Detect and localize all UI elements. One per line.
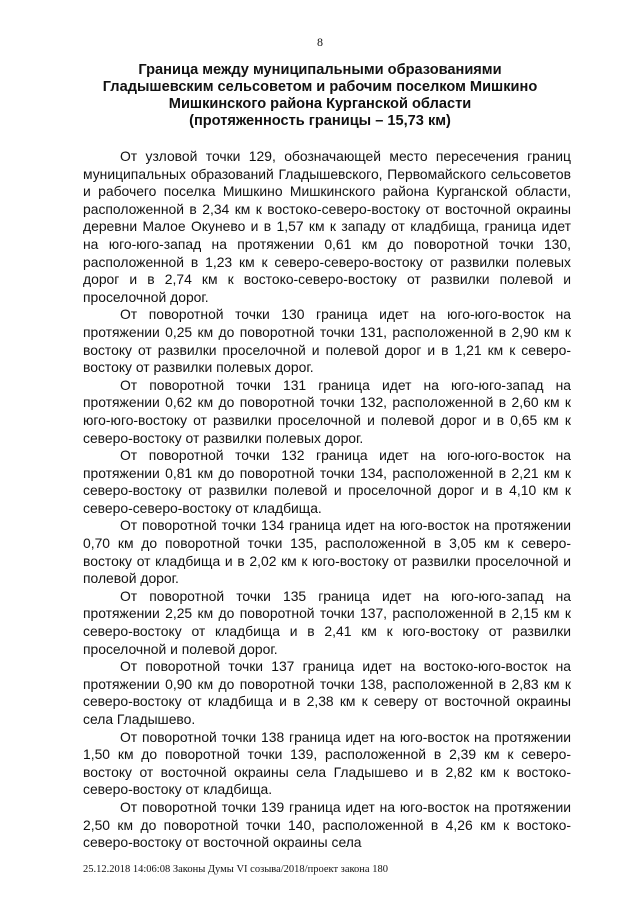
paragraph: От поворотной точки 134 граница идет на юго-восток на протяжении 0,70 км до поворотной точки 135, расположенной в 3,05 км к северо-востоку от кладбища и в 2,02 км к юго-востоку от развилки проселочной и полевой дорог. <box>83 517 571 587</box>
paragraph: От поворотной точки 138 граница идет на юго-восток на протяжении 1,50 км до поворотной точки 139, расположенной в 2,39 км к северо-востоку от восточной окраины села Гладышево и в 2,82 км к востоко-северо-востоку от кладбища. <box>83 728 571 798</box>
paragraph: От поворотной точки 139 граница идет на юго-восток на протяжении 2,50 км до поворотной точки 140, расположенной в 4,26 км к востоко-северо-востоку от восточной окраины села <box>83 798 571 851</box>
title-line: Мишкинского района Курганской области <box>168 96 472 112</box>
paragraph: От узловой точки 129, обозначающей место пересечения границ муниципальных образований Гладышевского, Первомайского сельсоветов и рабочего поселка Мишкино Мишкинского района Курганской области, расположенной в 2,34 км к востоко-северо-востоку от восточной окраины деревни Малое Окунево и в 1,57 км к западу от кладбища, граница идет на юго-юго-запад на протяжении 0,61 км до поворотной точки 130, расположенной в 1,23 км к северо-северо-востоку от развилки полевых дорог и в 2,74 км к востоко-северо-востоку от развилки полевой и проселочной дорог. <box>83 148 571 305</box>
paragraph: От поворотной точки 131 граница идет на юго-юго-запад на протяжении 0,62 км до поворотной точки 132, расположенной в 2,60 км к юго-юго-востоку от развилки проселочной и полевой дорог и в 0,65 км к северо-востоку от развилки полевых дорог. <box>83 376 571 446</box>
document-body <box>83 148 571 852</box>
paragraph: От поворотной точки 132 граница идет на юго-юго-восток на протяжении 0,81 км до поворотной точки 134, расположенной в 2,21 км к северо-востоку от развилки полевой и проселочной дорог и в 4,10 км к северо-северо-востоку от кладбища. <box>83 447 571 516</box>
document-title <box>85 62 555 130</box>
footer-path: 25.12.2018 14:06:08 Законы Думы VI созыва/2018/проект закона 180 <box>83 864 388 875</box>
title-line: Граница между муниципальными образованиями <box>138 62 502 78</box>
title-line: Гладышевским сельсоветом и рабочим поселком Мишкино <box>102 79 538 95</box>
paragraph: От поворотной точки 135 граница идет на юго-юго-запад на протяжении 2,25 км до поворотной точки 137, расположенной в 2,15 км к северо-востоку от кладбища и в 2,41 км к юго-востоку от развилки проселочной и полевой дорог. <box>83 587 571 657</box>
paragraph: От поворотной точки 130 граница идет на юго-юго-восток на протяжении 0,25 км до поворотной точки 131, расположенной в 2,90 км к востоку от развилки проселочной и полевой дорог и в 1,21 км к северо-востоку от развилки полевых дорог. <box>83 306 571 376</box>
title-line: (протяженность границы – 15,73 км) <box>189 113 451 129</box>
page-number: 8 <box>317 35 323 49</box>
paragraph: От поворотной точки 137 граница идет на востоко-юго-восток на протяжении 0,90 км до поворотной точки 138, расположенной в 2,83 км к северо-востоку от кладбища и в 2,38 км к северу от восточной окраины села Гладышево. <box>83 658 571 727</box>
